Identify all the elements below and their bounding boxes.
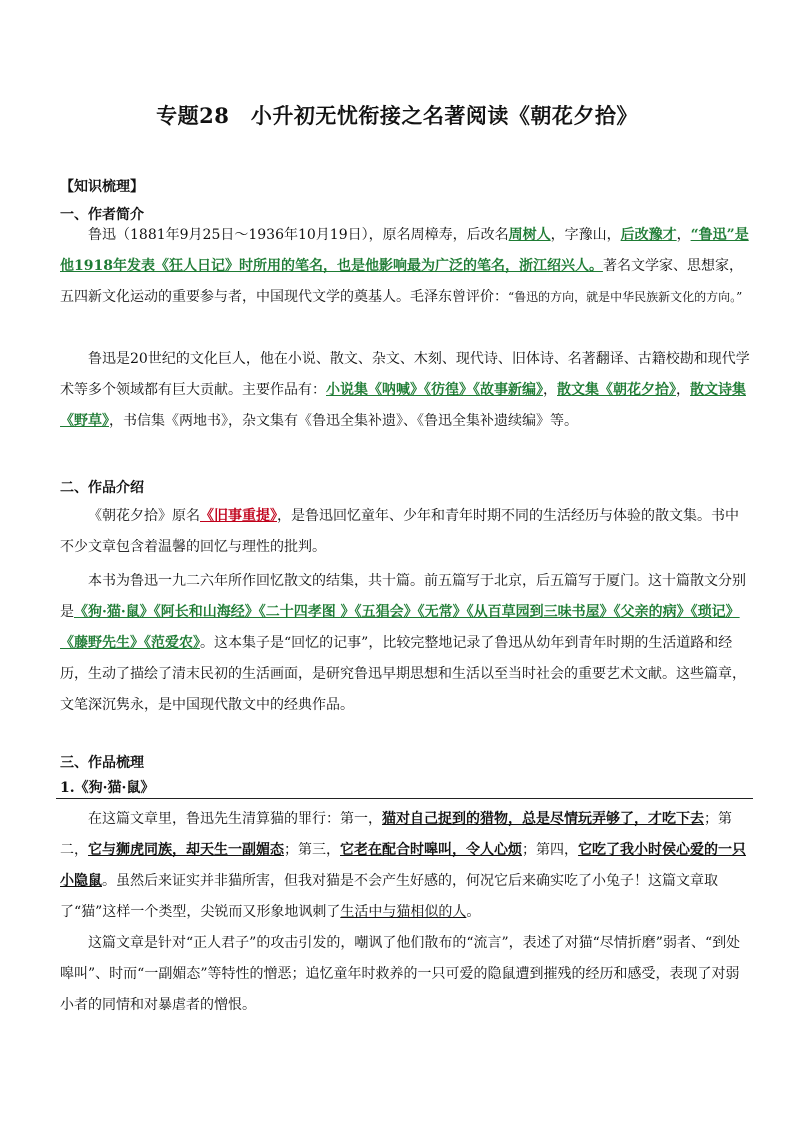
text-run: 《朝花夕拾》原名 [88,508,200,524]
text-run: ， [676,227,691,243]
highlight-essays: 散文集《朝花夕拾》 [557,382,676,398]
text-run: ，是鲁迅回忆童年、少年和青年时期不同的生活经历与体验的散文集。书中不少文章包含着温馨的回忆与理性的批判。 [60,508,739,555]
text-run: 著名文学家、思想家，五四新文化运动的重要参与者，中国现代文学的奠基人。毛泽东曾评价： [60,258,743,305]
crime-2: 它与狮虎同族，却天生一副媚态 [88,842,284,858]
text-run: 。虽然后来证实并非猫所害，但我对猫是不会产生好感的，何况它后来确实吃了小兔子！这篇文章取了“猫”这样一个类型，尖锐而又形象地讽刺了 [60,873,718,920]
highlight-ten-essays: 《狗·猫·鼠》《阿长和山海经》《二十四孝图 》《五猖会》《无常》《从百草园到三味书屋》《父亲的病》《琐记》《藤野先生》《范爱农》 [60,604,740,651]
highlight-original-title: 《旧事重提》 [200,508,277,524]
highlight-novels: 小说集《呐喊》《彷徨》《故事新编》 [326,382,543,398]
satire-target: 生活中与猫相似的人 [340,904,467,920]
section-author-heading: 一、作者简介 [60,207,144,223]
text-run: 本书为鲁迅一九二六年所作回忆散文的结集，共十篇。前五篇写于北京，后五篇写于厦门。这十篇散文分别是 [60,573,746,620]
crime-3: 它老在配合时嗥叫，令人心烦 [340,842,522,858]
text-run: 鲁迅是20世纪的文化巨人，他在小说、散文、杂文、木刻、现代诗、旧体诗、名著翻译、古籍校勘和现代学术等多个领域都有巨大贡献。主要作品有： [60,351,750,398]
text-run: ；第二， [60,811,732,858]
analysis-paragraph-1 [60,804,750,928]
analysis-paragraph-2: 这篇文章是针对“正人君子”的攻击引发的，嘲讽了他们散布的“流言”，表述了对猫“尽情折磨”弱者、“到处嗥叫”、时而“一副媚态”等特性的憎恶；追忆童年时救养的一只可爱的隐鼠遭到摧残的经历和感受，表现了对弱小者的同情和对暴虐者的憎恨。 [60,935,741,1013]
text-run: ，书信集《两地书》，杂文集有《鲁迅全集补遗》、《鲁迅全集补遗续编》等。 [109,413,578,429]
text-run: ， [676,382,690,398]
page-title: 专题28 小升初无忧衔接之名著阅读《朝花夕拾》 [156,103,638,128]
highlight-prose-poems: 散文诗集《野草》 [60,382,746,429]
work-paragraph-1 [60,501,750,563]
text-run: ， [543,382,557,398]
text-run: 。 [466,904,481,920]
subheading-text: 1.《狗·猫·鼠》 [60,780,155,796]
subheading-dog-cat-mouse [56,776,753,799]
text-run: ；第三， [284,842,340,858]
author-paragraph-2 [60,344,750,437]
section-work-heading: 二、作品介绍 [60,480,144,496]
author-paragraph-1 [60,220,750,313]
crime-1: 猫对自己捉到的猎物，总是尽情玩弄够了，才吃下去 [382,811,704,827]
mao-quote: “鲁迅的方向，就是中华民族新文化的方向。” [508,290,743,304]
highlight-penname: “鲁迅”是他1918年发表《狂人日记》时所用的笔名，也是他影响最为广泛的笔名，浙江绍兴人。 [60,227,749,274]
crime-4: 它吃了我小时侯心爱的一只小隐鼠 [60,842,746,889]
text-run: ；第四， [522,842,578,858]
highlight-name: 周树人 [508,227,551,243]
text-run: 鲁迅（1881年9月25日～1936年10月19日），原名周樟寿，后改名 [88,227,509,243]
text-run: 在这篇文章里，鲁迅先生清算猫的罪行：第一， [88,811,382,827]
text-run: 。这本集子是“回忆的记事”，比较完整地记录了鲁迅从幼年到青年时期的生活道路和经历，生动了描绘了清末民初的生活画面，是研究鲁迅早期思想和生活以至当时社会的重要艺术文献。这些篇章，文笔深沉隽永，是中国现代散文中的经典作品。 [60,635,746,713]
knowledge-label: 【知识梳理】 [60,179,144,195]
text-run: ，字豫山， [550,227,621,243]
section-analysis-heading: 三、作品梳理 [60,755,144,771]
highlight-courtesy-name: 后改豫才 [620,227,677,243]
work-paragraph-2 [60,566,750,721]
